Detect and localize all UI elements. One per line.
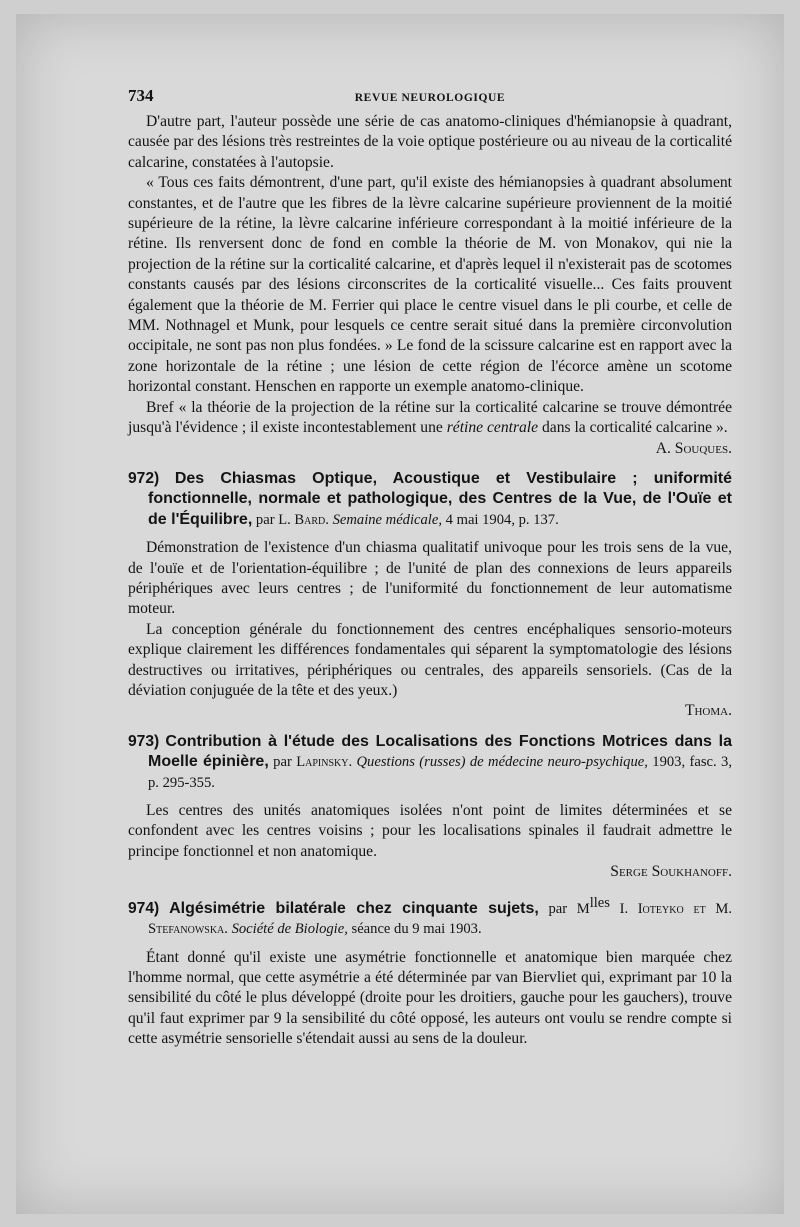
scanned-page [16,14,784,1214]
entry-journal: Questions (russes) de médecine neuro-psychique, [356,754,648,771]
previous-article-ending [128,112,732,459]
page-header [128,86,732,108]
entry-details: séance du 9 mai 1903. [347,921,482,938]
entry-973 [128,732,732,883]
entry-journal: Semaine médicale, [332,511,442,528]
paragraph: Les centres des unités anatomiques isolées n'ont point de limites déterminées et se confondent avec les centres voisins ; pour les localisations spinales il faudrait admettre le principe fonctionnel et non anatomique. [128,802,732,860]
entry-number: 973) [128,732,160,750]
page-number: 734 [128,86,154,105]
entry-number: 972) [128,469,160,487]
entry-title: Contribution à l'étude des Localisations des Fonctions Motrices dans la Moelle épinière, [148,732,733,771]
running-title: REVUE NEUROLOGIQUE [354,92,506,104]
entry-title: Algésimétrie bilatérale chez cinquante sujets, [169,899,539,917]
paragraph: « Tous ces faits démontrent, d'une part, qu'il existe des hémianopsies à quadrant absolument constantes, et de l'autre que les fibres de la lèvre calcarine supérieure proviennent de la moitié supérieure de la rétine, la lèvre calcarine inférieure correspondant à la moitié inférieure de la rétine. Ils renversent donc de fond en comble la théorie de M. von Monakov, qui nie la projection de la rétine sur la corticalité calcarine, et d'après lequel il n'existerait pas de scotomes constants causés par des lésions circonscrites de la corticalité visuelle... Ces faits prouvent également que la théorie de M. Ferrier qui place le centre visuel dans le pli courbe, et celle de MM. Nothnagel et Munk, pour lesquels ce centre serait situé dans la première circonvolution occipitale, ne sont pas non plus fondées. » Le fond de la scissure calcarine est en rapport avec la zone horizontale de la rétine ; une lésion de cette région de l'écorce amène un scotome horizontal constant. Henschen en rapporte un exemple anatomo-clinique. [128,174,732,396]
entry-author: Lapinsky [296,754,349,771]
entry-heading: 972) Des Chiasmas Optique, Acoustique et Vestibulaire ; uniformité fonctionnelle, normale et pathologique, des Centres de la Vue, de l'Ouïe et de l'Équilibre, par L. Bard. Semaine médicale, 4 mai 1904, p. 137. [128,469,732,528]
entry-authors: I. Ioteyko [609,900,684,917]
paragraph: La conception générale du fonctionnement des centres encéphaliques sensorio-moteurs explique clairement les différences fondamentales qui séparent la symptomatologie des lésions destructives ou irritatives, périphériques ou centrales, des appareils sensoriels. (Cas de la déviation conjuguée de la tête et des yeux.) [128,620,732,699]
signature: Thoma. [684,702,732,720]
paragraph: Bref « la théorie de la projection de la rétine sur la corticalité calcarine se trouve démontrée jusqu'à l'évidence ; il existe incontestablement une rétine centrale dans la corticalité calcarine ». [128,398,732,437]
paragraph: D'autre part, l'auteur possède une série de cas anatomo-cliniques d'hémianopsie à quadrant, causée par des lésions très restreintes de la voie optique postérieure ou au niveau de la corticalité calcarine, constatées à l'autopsie. [128,113,732,171]
entry-journal: Société de Biologie, [231,921,348,938]
page-content [128,86,732,1050]
entry-974 [128,893,732,1050]
entry-heading: 973) Contribution à l'étude des Localisations des Fonctions Motrices dans la Moelle épinière, par Lapinsky. Questions (russes) de médecine neuro-psychique, 1903, fasc. 3, p. 295-355. [128,732,733,791]
entry-details: 1903, fasc. 3, p. 295-355. [148,754,732,791]
entry-authors: et M. Stefanowska [148,900,732,938]
entry-author: Bard [294,511,326,528]
paragraph: Démonstration de l'existence d'un chiasma qualitatif univoque pour les trois sens de la vue, de l'ouïe et de l'orientation-équilibre ; de l'unité de plan des connexions de leurs appareils périphériques avec leurs centres ; de l'uniformité du fonctionnement de leur automatisme moteur. [128,539,732,618]
entry-details: 4 mai 1904, p. 137. [442,511,559,528]
signature: Serge Soukhanoff. [610,863,732,881]
entry-title: Des Chiasmas Optique, Acoustique et Vestibulaire ; uniformité fonctionnelle, normale et pathologique, des Centres de la Vue, de l'Ouïe et de l'Équilibre, [148,469,732,528]
entry-number: 974) [128,899,160,917]
entry-972 [128,469,732,722]
signature: A. Souques. [655,439,732,457]
entry-heading: 974) Algésimétrie bilatérale chez cinquante sujets, par M$^{lles}$ I. Ioteyko et M. Stefanowska. Société de Biologie, séance du 9 mai 1903. [128,894,732,938]
paragraph: Étant donné qu'il existe une asymétrie fonctionnelle et anatomique bien marquée chez l'homme normal, que cette asymétrie a été déterminée par van Biervliet qui, exprimant par 10 la sensibilité du côté le plus développé (droite pour les droitiers, gauche pour les gauchers), trouve qu'il faut exprimer par 9 la sensibilité du côté opposé, les auteurs ont voulu se rendre compte si cette asymétrie sensorielle s'étendait aussi au sens de la douleur. [128,948,732,1048]
italic-term: rétine centrale [446,419,539,437]
